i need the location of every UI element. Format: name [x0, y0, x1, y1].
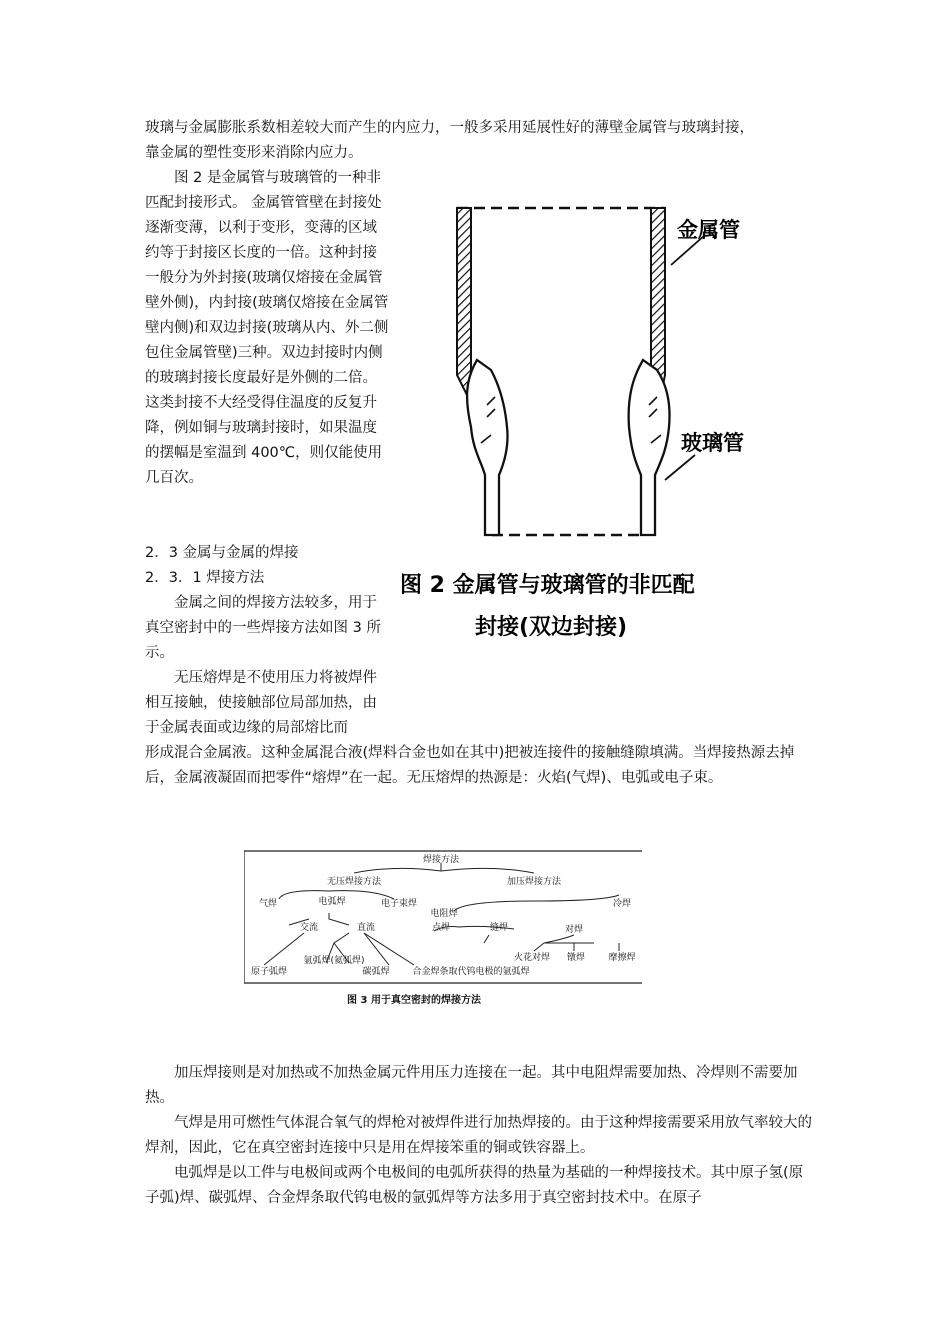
glass-tube-leader: [665, 455, 695, 480]
figure-3-welding-methods-tree: [244, 843, 644, 1013]
label-metal-tube: 金属管: [677, 218, 740, 242]
right-glass-tube: [629, 360, 670, 535]
node-friction: 摩擦焊: [608, 953, 636, 963]
node-alloy: 合金焊条取代钨电极的氩弧焊: [412, 967, 530, 977]
fig2-description-paragraph: 图 2 是金属管与玻璃管的一种非匹配封接形式。 金属管管壁在封接处逐渐变薄，以利于变形，变薄的区域约等于封接区长度的一倍。这种封接一般分为外封接(玻璃仅熔接在金属管壁外侧)，内封接(玻璃仅熔接在金属管壁内侧)和双边封接(玻璃从内、外二侧包住金属管壁)三种。双边封接时内侧的玻璃封接长度最好是外侧的二倍。这类封接不大经受得住温度的反复升降，例如铜与玻璃封接时，如果温度的摆幅是室温到 400℃，则仅能使用几百次。: [145, 170, 389, 486]
intro-line-2: 靠金属的塑性变形来消除内应力。: [145, 145, 363, 161]
node-carbon: 碳弧焊: [362, 967, 390, 977]
node-butt: 对焊: [564, 925, 584, 935]
node-upset: 镦焊: [566, 953, 586, 963]
node-arc: 电弧焊: [318, 897, 346, 907]
node-flash: 火花对焊: [513, 953, 551, 963]
node-atomic: 原子弧焊: [250, 967, 288, 977]
figure-2-tube-seal-diagram: [395, 165, 815, 655]
label-glass-tube: 玻璃管: [681, 431, 744, 455]
figure-3-caption: 图 3 用于真空密封的焊接方法: [347, 995, 481, 1006]
pressure-welding-paragraph: 加压焊接则是对加热或不加热金属元件用压力连接在一起。其中电阻焊需要加热、冷焊则不需要加热。: [145, 1065, 798, 1106]
node-pressure: 加压焊接方法: [506, 877, 562, 887]
left-glass-tube: [467, 360, 507, 535]
section-heading-2-3-1: 2．3．1 焊接方法: [145, 570, 265, 586]
figure-2-caption-line-1: 图 2 金属管与玻璃管的非匹配: [400, 573, 695, 598]
intro-line-1: 玻璃与金属膨胀系数相差较大而产生的内应力，一般多采用延展性好的薄壁金属管与玻璃封接，: [145, 120, 754, 136]
node-resistance: 电阻焊: [430, 909, 458, 919]
fusion-welding-paragraph-start: 无压熔焊是不使用压力将被焊件相互接触，使接触部位局部加热，由于金属表面或边缘的局部熔比而: [145, 670, 377, 736]
node-ac: 交流: [299, 923, 319, 933]
node-seam: 缝焊: [489, 923, 509, 933]
node-cold: 冷焊: [612, 899, 632, 909]
node-argon: 氩弧焊(氦弧焊): [303, 956, 365, 966]
node-dc: 直流: [356, 923, 376, 933]
node-root: 焊接方法: [422, 855, 460, 865]
fusion-welding-paragraph-end: 形成混合金属液。这种金属混合液(焊料合金也如在其中)把被连接件的接触缝隙填满。当焊接热源去掉后，金属液凝固而把零件“熔焊”在一起。无压熔焊的热源是：火焰(气焊)、电弧或电子束。: [145, 745, 795, 786]
node-gas: 气焊: [259, 899, 278, 909]
node-ebeam: 电子束焊: [380, 899, 418, 909]
welding-methods-paragraph: 金属之间的焊接方法较多，用于真空密封中的一些焊接方法如图 3 所示。: [145, 595, 381, 661]
figure-2-caption-line-2: 封接(双边封接): [475, 615, 628, 640]
arc-welding-paragraph: 电弧焊是以工件与电极间或两个电极间的电弧所获得的热量为基础的一种焊接技术。其中原子氢(原子弧)焊、碳弧焊、合金焊条取代钨电极的氩弧焊等方法多用于真空密封技术中。在原子: [145, 1165, 804, 1206]
node-no-pressure: 无压焊接方法: [326, 877, 382, 887]
node-spot: 点焊: [431, 923, 451, 933]
section-heading-2-3: 2．3 金属与金属的焊接: [145, 545, 299, 561]
gas-welding-paragraph: 气焊是用可燃性气体混合氧气的焊枪对被焊件进行加热焊接的。由于这种焊接需要采用放气率较大的焊剂，因此，它在真空密封连接中只是用在焊接笨重的铜或铁容器上。: [145, 1115, 812, 1156]
